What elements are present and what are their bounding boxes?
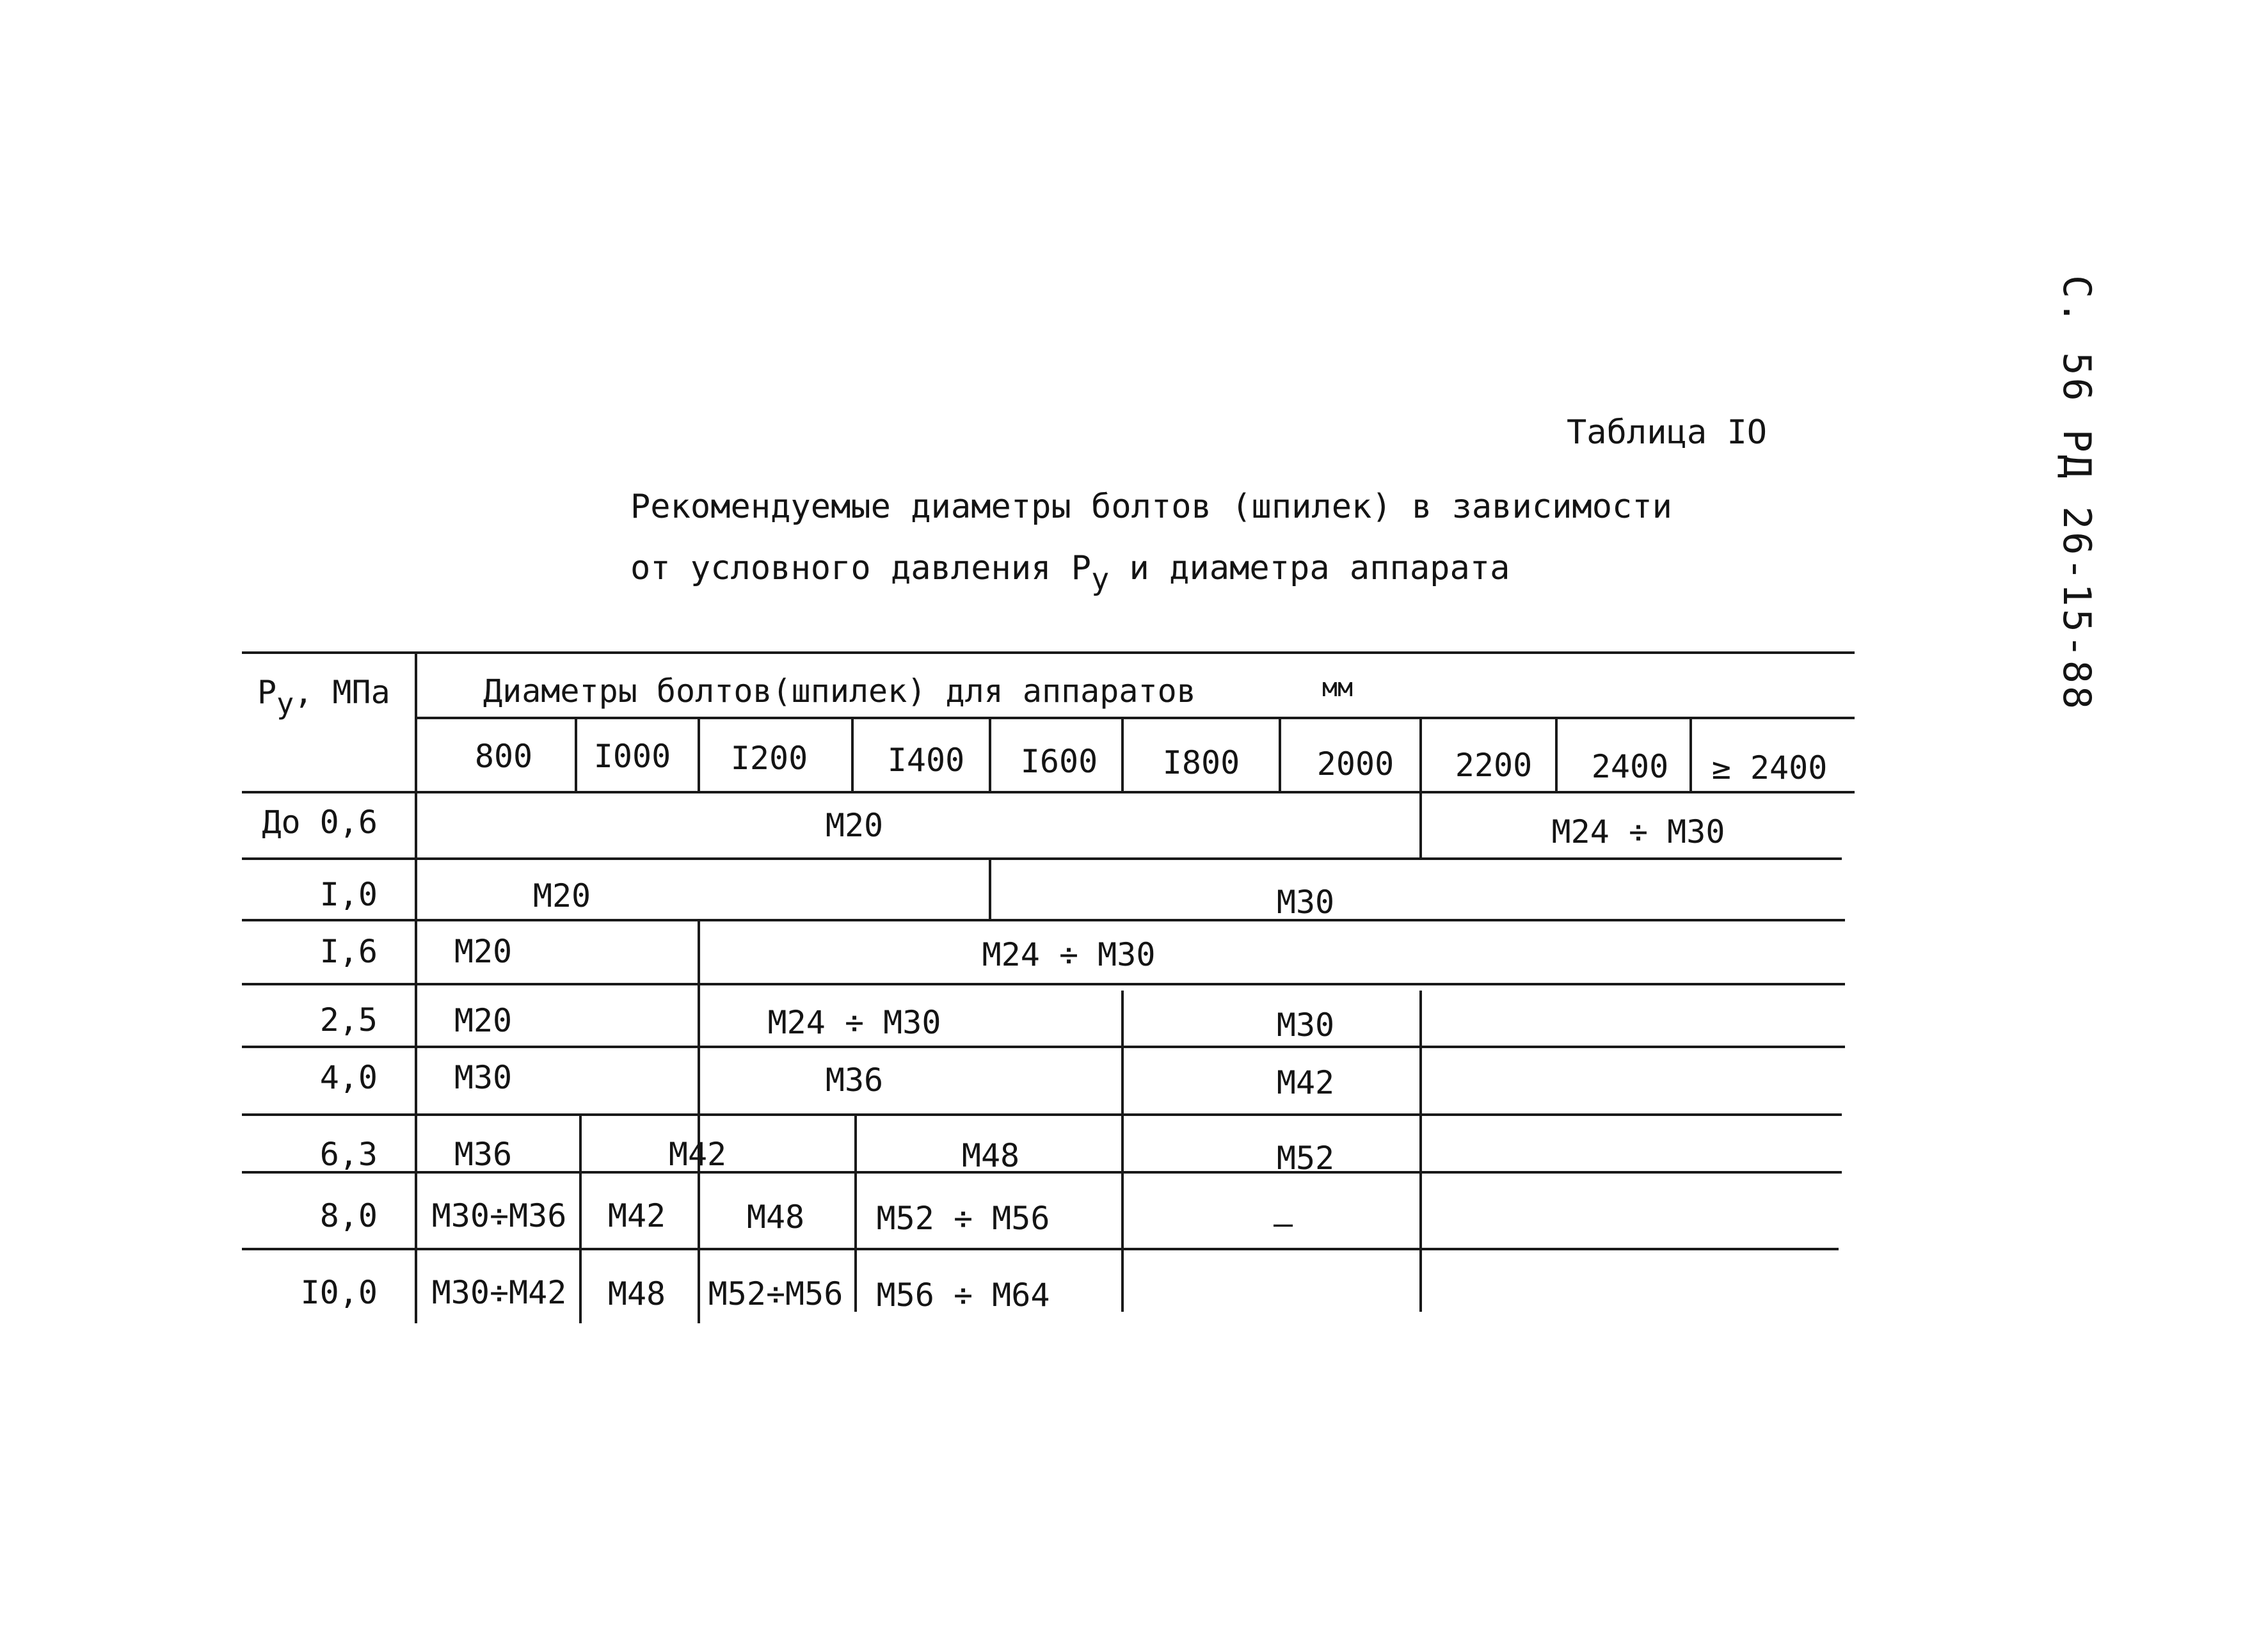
table-rule [242, 983, 1845, 985]
bolt-cell: М52 ÷ М56 [876, 1200, 1050, 1237]
table-rule [242, 651, 1855, 654]
diameter-group-header: Диаметры болтов(шпилек) для аппаратов [483, 673, 1196, 710]
table-rule [242, 1113, 1842, 1116]
bolt-cell: М30 [1276, 1007, 1335, 1044]
table-rule [415, 651, 417, 1323]
table-rule [1689, 717, 1692, 791]
table-rule [242, 1046, 1845, 1048]
bolt-cell: М20 [454, 1002, 513, 1039]
table-rule [1279, 717, 1281, 791]
bolt-cell: М36 [825, 1062, 884, 1099]
diameter-header-cell: I400 [887, 742, 965, 779]
table-caption-line-1: Рекомендуемые диаметры болтов (шпилек) в зависимости [630, 488, 1672, 526]
caption-subscript: у [1091, 562, 1110, 598]
bolt-cell: М30 [454, 1059, 513, 1096]
table-rule [1121, 717, 1124, 791]
bolt-cell: М42 [607, 1197, 666, 1234]
bolt-cell: М42 [1276, 1064, 1335, 1101]
table-label: Таблица IO [1567, 413, 1768, 452]
table-rule [989, 857, 991, 919]
table-rule [415, 717, 1855, 719]
bolt-cell: М48 [746, 1199, 805, 1236]
table-rule [1555, 717, 1558, 791]
page-number: С. 56 РД 26-15-88 [2054, 275, 2099, 712]
pressure-cell: 6,3 [319, 1136, 378, 1173]
bolt-cell: М48 [607, 1275, 666, 1312]
bolt-cell: М24 ÷ М30 [1551, 813, 1725, 850]
table-rule [242, 791, 1855, 793]
diameter-group-unit: мм [1322, 673, 1354, 703]
bolt-cell: М30÷М36 [431, 1197, 567, 1234]
pressure-cell: 4,0 [319, 1059, 378, 1096]
table-rule [1121, 991, 1124, 1312]
caption-text-b: и диаметра аппарата [1109, 549, 1510, 587]
bolt-cell: М52 [1276, 1140, 1335, 1177]
pressure-cell: 8,0 [319, 1197, 378, 1234]
bolt-cell: М24 ÷ М30 [982, 936, 1156, 973]
bolt-cell: М56 ÷ М64 [876, 1277, 1050, 1314]
table-rule [242, 919, 1845, 921]
table-rule [698, 1171, 700, 1323]
pressure-cell: I,6 [319, 933, 378, 970]
diameter-header-cell: 2000 [1316, 745, 1394, 783]
diameter-header-cell: I600 [1020, 743, 1098, 780]
table-rule [854, 1113, 857, 1312]
diameter-header-cell: I200 [730, 740, 808, 777]
bolt-cell: – [1273, 1205, 1293, 1242]
table-rule [1419, 791, 1422, 857]
diameter-header-cell: 800 [474, 738, 533, 775]
pressure-cell: 2,5 [319, 1001, 378, 1039]
pressure-symbol: Р [257, 674, 277, 711]
pressure-cell: I,0 [319, 876, 378, 913]
table-rule [851, 717, 854, 791]
bolt-cell: М48 [961, 1137, 1020, 1174]
bolt-cell: М20 [454, 933, 513, 970]
pressure-cell: I0,0 [300, 1274, 378, 1311]
table-rule [242, 1248, 1839, 1250]
table-rule [1419, 717, 1422, 791]
bolt-cell: М30÷М42 [431, 1274, 567, 1311]
caption-text-a: от условного давления Р [630, 549, 1092, 587]
diameter-header-cell: 2200 [1455, 747, 1533, 784]
bolt-cell: М20 [532, 877, 591, 914]
diameter-header-cell: 2400 [1591, 748, 1669, 785]
table-rule [575, 717, 577, 791]
table-rule [242, 857, 1842, 860]
diameter-header-cell: I000 [593, 738, 671, 775]
bolt-cell: М52÷М56 [708, 1275, 843, 1312]
bolt-cell: М36 [454, 1136, 513, 1173]
table-rule [579, 1113, 582, 1323]
bolt-cell: М20 [825, 807, 884, 844]
pressure-header [257, 674, 390, 721]
pressure-unit: , МПа [294, 674, 390, 711]
table-rule [698, 717, 700, 791]
diameter-header-cell: I800 [1162, 744, 1240, 781]
pressure-subscript: у [276, 686, 294, 721]
diameter-header-cell: ≥ 2400 [1711, 749, 1828, 786]
pressure-cell: До 0,6 [262, 804, 378, 841]
bolt-cell: М30 [1276, 884, 1335, 921]
table-rule [1419, 991, 1422, 1312]
table-rule [989, 717, 991, 791]
bolt-cell: М42 [668, 1136, 727, 1173]
bolt-cell: М24 ÷ М30 [767, 1004, 941, 1041]
